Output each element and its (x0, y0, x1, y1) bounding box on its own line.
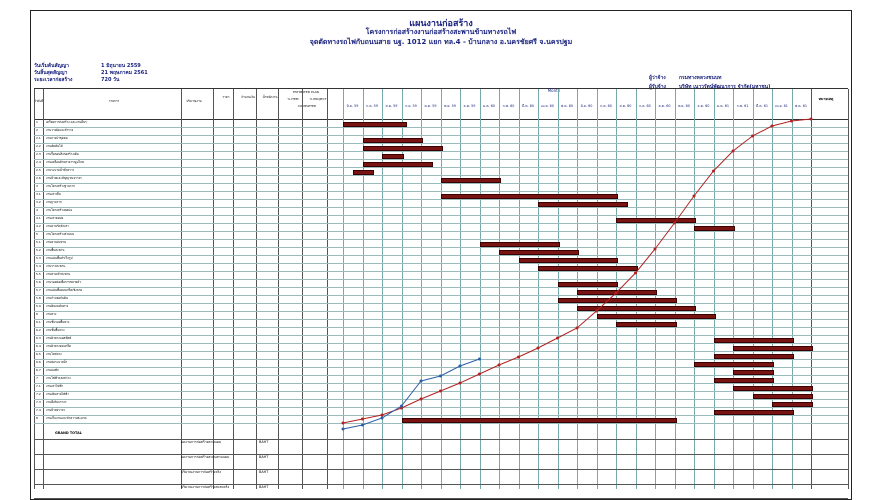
row-number: 7.1 (36, 384, 41, 388)
month-label: มิ.ย. 60 (580, 104, 593, 108)
row-item: งานท่อระบายน้ำ (46, 360, 68, 364)
owner-label: ผู้ว่าจ้าง (649, 75, 666, 81)
row-item: งานไหล่ทาง (46, 352, 62, 356)
footer-baht-2: BAHT (259, 455, 269, 459)
row-number: 6.1 (36, 320, 41, 324)
month-label: ก.ค. 60 (600, 104, 612, 108)
footer-baht-1: BAHT (259, 440, 269, 444)
month-label: ธ.ค. 60 (697, 104, 710, 108)
row-number: 5.4 (36, 264, 41, 268)
plan-s-curve-point (420, 398, 423, 401)
month-label: พ.ค. 60 (560, 104, 574, 108)
plan-s-curve-point (498, 364, 501, 367)
row-item: งานโครงสร้างฐานราก (46, 184, 75, 188)
contract-end-label: วันสิ้นสุดสัญญา (34, 70, 68, 76)
plan-s-curve-point (556, 337, 559, 340)
project-subtitle: โครงการก่อสร้างงานก่อสร้างสะพานข้ามทางรถไฟ (365, 28, 517, 36)
row-number: 5.6 (36, 280, 41, 284)
row-number: 5.9 (36, 304, 41, 308)
month-label: เม.ย. 61 (775, 104, 788, 108)
footer-baht-3: BAHT (259, 470, 269, 474)
row-number: 6.6 (36, 360, 41, 364)
row-number: 8 (36, 416, 38, 420)
row-number: 6.5 (36, 352, 41, 356)
row-item: งานราวสะพาน (46, 264, 66, 268)
row-item: เตรียมการก่อสร้าง และงานอื่นๆ (46, 120, 87, 124)
plan-s-curve-point (459, 382, 462, 385)
row-item: งานคานสะพาน (46, 240, 67, 244)
month-label: เม.ย. 60 (541, 104, 554, 108)
remark-header: หมายเหตุ (818, 97, 834, 101)
plan-s-curve-point (342, 422, 345, 425)
footer-plan-cum-label: ผลงานการก่อสร้างสะสมตามแผน (181, 455, 230, 459)
row-item: งานตัดต้นไม้ (46, 144, 63, 148)
col-items-header: รายการ (108, 99, 120, 103)
col-qty-header: ปริมาณงาน (186, 99, 202, 103)
pct-item-header: % ITEM (287, 97, 299, 101)
grand-total-label: GRAND TOTAL (55, 431, 82, 435)
row-item: งานคานรัดหัวเสา (46, 224, 69, 228)
plan-s-curve-point (751, 135, 754, 138)
contract-start-label: วันเริ่มต้นสัญญา (34, 63, 69, 69)
actual-s-curve-point (478, 358, 481, 361)
month-label: พ.ย. 59 (444, 104, 456, 108)
contract-duration-value: 720 วัน (101, 77, 120, 83)
row-item: งานถางป่าขุดตอ (46, 136, 68, 140)
month-label: ต.ค. 60 (658, 104, 671, 108)
month-header: Month (547, 88, 561, 93)
plan-s-curve-point (439, 390, 442, 393)
row-number: 1 (36, 120, 38, 124)
row-number: 7.4 (36, 408, 41, 412)
plan-s-curve-point (790, 120, 793, 123)
contractor-value: บริษัท เนาวรัตน์พัฒนาการ จำกัด(มหาชน) (679, 84, 771, 90)
month-label: ก.พ. 60 (502, 104, 515, 108)
footer-baht-4: BAHT (259, 485, 269, 489)
month-label: ต.ค. 59 (424, 104, 437, 108)
row-number: 2.2 (36, 144, 41, 148)
row-number: 5.2 (36, 248, 41, 252)
row-item: งานโครงสร้างส่วนบน (46, 232, 75, 236)
month-label: ม.ค. 61 (716, 104, 730, 108)
month-label: มี.ค. 60 (521, 104, 535, 108)
row-number: 3.1 (36, 192, 41, 196)
row-item: งานแผ่นพื้นสำเร็จรูป (46, 256, 73, 260)
row-item: งานทาง (46, 312, 57, 316)
plan-s-curve (343, 119, 811, 423)
month-label: ก.ค. 59 (366, 104, 378, 108)
row-number: 7 (36, 376, 38, 380)
estimated-plan-header: ESTIMATED PLAN (293, 90, 319, 94)
row-item: งานดินถมคันทาง (46, 304, 69, 308)
row-item: งานชั้นพื้นทาง (46, 328, 65, 332)
plan-s-curve-point (654, 248, 657, 251)
row-item: งานวางผังและสำรวจ (46, 128, 74, 132)
row-item: งานผิวทางแอสฟัลท์ (46, 336, 72, 340)
page-title: แผนงานก่อสร้าง (409, 19, 473, 29)
actual-s-curve-point (439, 375, 442, 378)
col-amount-header: จำนวนเงิน (241, 95, 255, 99)
plan-s-curve-point (712, 170, 715, 173)
footer-plan-label: ผลงานการก่อสร้างตามแผน (181, 440, 222, 444)
month-label: พ.ค. 61 (794, 104, 808, 108)
plan-s-curve-point (693, 195, 696, 198)
row-number: 6.2 (36, 328, 41, 332)
row-item: งานระบายน้ำชั่วคราว (46, 168, 75, 172)
month-label: พ.ย. 60 (678, 104, 690, 108)
month-label: ก.ย. 59 (405, 104, 417, 108)
actual-s-curve-point (400, 405, 403, 408)
contractor-label: ผู้รับจ้าง (649, 84, 666, 90)
row-number: 2.3 (36, 152, 41, 156)
plan-s-curve-point (732, 150, 735, 153)
row-item: งานป้ายและสัญญาณจราจร (46, 176, 82, 180)
pct-project-header: % PROJECT (309, 97, 327, 101)
row-number: 3.2 (36, 200, 41, 204)
s-curve-chart (31, 11, 851, 499)
completed-header: COMPLETED (297, 104, 317, 108)
contract-end-value: 21 พฤษภาคม 2561 (101, 70, 148, 76)
month-label: ส.ค. 59 (385, 104, 398, 108)
row-number: 6 (36, 312, 38, 316)
contract-duration-label: ระยะเวลาก่อสร้าง (34, 77, 73, 83)
plan-s-curve-point (810, 118, 813, 121)
row-number: 2.1 (36, 136, 41, 140)
col-weight-header: น้ำหนักงาน (262, 95, 278, 99)
plan-s-curve-point (634, 272, 637, 275)
row-item: งานเสาไฟฟ้า (46, 384, 64, 388)
project-location: จุดตัดทางรถไฟกับถนนสาย นฐ. 1012 แยก ทล.4 - บ้านกลาง อ.นครชัยศรี จ.นครปฐม (309, 38, 573, 46)
row-item: งานรอยต่อเพื่อการขยายตัว (46, 280, 81, 284)
row-item: งานพื้นสะพาน (46, 248, 65, 252)
plan-s-curve-point (537, 347, 540, 350)
row-number: 5.8 (36, 296, 41, 300)
owner-value: กรมทางหลวงชนบท (679, 75, 722, 81)
row-item: งานบ่อพัก (46, 368, 59, 372)
row-number: 5 (36, 232, 38, 236)
row-number: 5.1 (36, 240, 41, 244)
plan-s-curve-point (615, 292, 618, 295)
row-item: งานไฟฟ้าแสงสว่าง (46, 376, 71, 380)
actual-s-curve-point (420, 380, 423, 383)
month-label: ก.ย. 60 (639, 104, 651, 108)
row-item: งานเก็บงานและทำความสะอาด (46, 416, 87, 420)
contract-start-value: 1 มิถุนายน 2559 (101, 63, 141, 69)
month-label: มิ.ย. 59 (346, 104, 359, 108)
plan-s-curve-point (478, 373, 481, 376)
actual-s-curve-point (361, 424, 364, 427)
row-item: งานแผ่นพื้นคอนกรีตเชิงลาด (46, 288, 83, 292)
row-item: งานชั้นรองพื้นทาง (46, 320, 70, 324)
plan-s-curve-point (361, 418, 364, 421)
actual-s-curve-point (459, 365, 462, 368)
row-number: 7.3 (36, 400, 41, 404)
row-item: งานฐานราก (46, 200, 62, 204)
row-number: 2.5 (36, 168, 41, 172)
plan-s-curve-point (517, 356, 520, 359)
plan-s-curve-point (381, 414, 384, 417)
plan-s-curve-point (595, 310, 598, 313)
col-price-header: ราคา (222, 95, 230, 99)
row-item: งานผิวทางคอนกรีต (46, 344, 72, 348)
row-number: 6.3 (36, 336, 41, 340)
row-item: งานเดินสายไฟฟ้า (46, 392, 69, 396)
row-item: งานเสาเข็ม (46, 192, 61, 196)
row-number: 6.7 (36, 368, 41, 372)
plan-s-curve-point (771, 125, 774, 128)
row-number: 4.1 (36, 216, 41, 220)
row-item: งานทางเท้าสะพาน (46, 272, 71, 276)
col-no-header: ลำดับที่ (34, 99, 44, 103)
month-label: ก.พ. 61 (736, 104, 749, 108)
row-item: งานรื้อถอนสิ่งก่อสร้างเดิม (46, 152, 79, 156)
footer-actual-cum-label: ปริมาณงานการก่อสร้างสะสมจริง (181, 485, 230, 489)
row-number: 4 (36, 208, 38, 212)
row-number: 5.5 (36, 272, 41, 276)
row-number: 7.2 (36, 392, 41, 396)
month-label: ส.ค. 60 (619, 104, 632, 108)
row-number: 2.6 (36, 176, 41, 180)
month-label: ม.ค. 60 (482, 104, 496, 108)
row-item: งานเคลื่อนย้ายสาธารณูปโภค (46, 160, 85, 164)
row-number: 4.2 (36, 224, 41, 228)
actual-s-curve-point (342, 428, 345, 431)
month-label: มี.ค. 61 (755, 104, 769, 108)
row-item: งานโครงสร้างตอม่อ (46, 208, 73, 212)
row-item: งานป้ายจราจร (46, 408, 65, 412)
plan-s-curve-point (576, 327, 579, 330)
row-item: งานกำแพงกันดิน (46, 296, 68, 300)
plan-s-curve-point (673, 222, 676, 225)
row-number: 2 (36, 128, 38, 132)
row-number: 5.7 (36, 288, 41, 292)
actual-s-curve-point (381, 417, 384, 420)
schedule-sheet (30, 10, 852, 500)
row-number: 5.3 (36, 256, 41, 260)
row-number: 2.4 (36, 160, 41, 164)
row-number: 6.4 (36, 344, 41, 348)
row-number: 3 (36, 184, 38, 188)
month-label: ธ.ค. 59 (463, 104, 476, 108)
row-item: งานตีเส้นจราจร (46, 400, 67, 404)
footer-actual-label: ปริมาณงานการก่อสร้างจริง (181, 470, 221, 474)
row-item: งานเสาตอม่อ (46, 216, 64, 220)
